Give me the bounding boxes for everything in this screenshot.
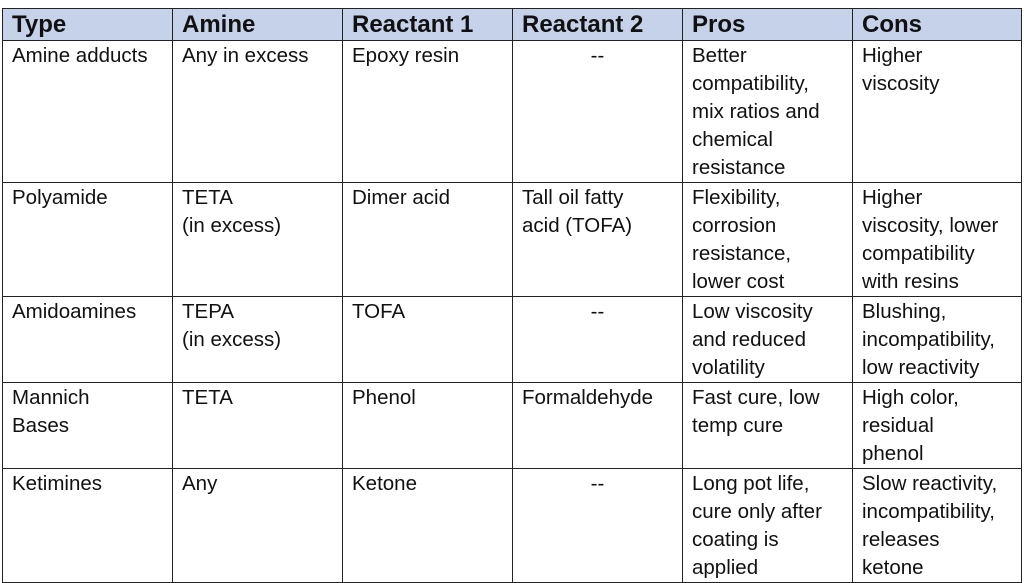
- cell-line: viscosity: [862, 72, 940, 95]
- cell-line: lower cost: [692, 270, 785, 293]
- cell-line: Epoxy resin: [352, 44, 460, 67]
- cell-cons: [853, 183, 1022, 297]
- cell-line: Bases: [12, 414, 69, 437]
- cell-amine: [173, 183, 343, 297]
- table-row: [3, 297, 1022, 383]
- cell-line: corrosion: [692, 214, 777, 237]
- cell-line: Blushing,: [862, 300, 947, 323]
- cell-line: residual: [862, 414, 934, 437]
- cell-line: Polyamide: [12, 186, 108, 209]
- cell-line: Higher: [862, 44, 923, 67]
- cell-line: acid (TOFA): [522, 214, 633, 237]
- cell-line: applied: [692, 556, 759, 579]
- cell-type: [3, 297, 173, 383]
- header-amine: Amine: [173, 9, 343, 41]
- cell-line: Better: [692, 44, 747, 67]
- cell-line: cure only after: [692, 500, 822, 523]
- cell-line: Higher: [862, 186, 923, 209]
- cell-amine: [173, 383, 343, 469]
- cell-line: (in excess): [182, 328, 282, 351]
- cell-line: phenol: [862, 442, 924, 465]
- cell-line: High color,: [862, 386, 959, 409]
- header-reactant-2: Reactant 2: [513, 9, 683, 41]
- cell-line: --: [590, 44, 605, 67]
- table-body: [3, 41, 1022, 583]
- cell-line: coating is: [692, 528, 779, 551]
- cell-line: TETA: [182, 186, 233, 209]
- cell-line: mix ratios and: [692, 100, 820, 123]
- cell-line: compatibility,: [692, 72, 809, 95]
- cell-line: resistance,: [692, 242, 792, 265]
- cell-type: [3, 183, 173, 297]
- cell-type: [3, 383, 173, 469]
- cell-line: Slow reactivity,: [862, 472, 998, 495]
- cell-amine: [173, 41, 343, 183]
- header-type: Type: [3, 9, 173, 41]
- header-cons: Cons: [853, 9, 1022, 41]
- cell-line: Formaldehyde: [522, 386, 654, 409]
- cell-pros: [683, 41, 853, 183]
- cell-line: --: [590, 472, 605, 495]
- cell-line: ketone: [862, 556, 924, 579]
- cell-cons: [853, 297, 1022, 383]
- cell-line: Any: [182, 472, 218, 495]
- cell-cons: [853, 383, 1022, 469]
- cell-line: Phenol: [352, 386, 416, 409]
- cell-cons: [853, 41, 1022, 183]
- table-row: [3, 469, 1022, 583]
- header-pros: Pros: [683, 9, 853, 41]
- cell-line: Ketimines: [12, 472, 103, 495]
- cell-reactant-1: [343, 469, 513, 583]
- table-row: [3, 183, 1022, 297]
- cell-line: TOFA: [352, 300, 406, 323]
- cell-line: Long pot life,: [692, 472, 810, 495]
- cell-line: Fast cure, low: [692, 386, 820, 409]
- cell-line: TETA: [182, 386, 233, 409]
- cell-line: Amine adducts: [12, 44, 148, 67]
- cell-line: TEPA: [182, 300, 235, 323]
- cell-reactant-1: [343, 297, 513, 383]
- cell-line: and reduced: [692, 328, 806, 351]
- cell-line: with resins: [862, 270, 959, 293]
- cell-line: Ketone: [352, 472, 417, 495]
- cell-reactant-2: [513, 41, 683, 183]
- cell-reactant-2: [513, 297, 683, 383]
- cell-amine: [173, 469, 343, 583]
- header-row: [3, 9, 1022, 41]
- cell-reactant-1: [343, 383, 513, 469]
- cell-line: Amidoamines: [12, 300, 137, 323]
- table-row: [3, 383, 1022, 469]
- cell-line: incompatibility,: [862, 328, 995, 351]
- cell-pros: [683, 183, 853, 297]
- cell-line: compatibility: [862, 242, 975, 265]
- cell-pros: [683, 383, 853, 469]
- cell-line: Flexibility,: [692, 186, 781, 209]
- cell-line: chemical: [692, 128, 773, 151]
- cell-type: [3, 41, 173, 183]
- header-reactant-1: Reactant 1: [343, 9, 513, 41]
- cell-line: Low viscosity: [692, 300, 813, 323]
- cell-reactant-2: [513, 183, 683, 297]
- cell-line: temp cure: [692, 414, 784, 437]
- cell-reactant-1: [343, 183, 513, 297]
- cell-type: [3, 469, 173, 583]
- cell-line: viscosity, lower: [862, 214, 999, 237]
- cell-line: (in excess): [182, 214, 282, 237]
- hardener-comparison-table: [2, 8, 1022, 583]
- cell-line: Tall oil fatty: [522, 186, 624, 209]
- table-row: [3, 41, 1022, 183]
- cell-cons: [853, 469, 1022, 583]
- cell-pros: [683, 297, 853, 383]
- cell-amine: [173, 297, 343, 383]
- cell-line: incompatibility,: [862, 500, 995, 523]
- cell-line: Any in excess: [182, 44, 309, 67]
- cell-line: volatility: [692, 356, 765, 379]
- cell-line: releases: [862, 528, 940, 551]
- cell-line: resistance: [692, 156, 786, 179]
- cell-pros: [683, 469, 853, 583]
- cell-reactant-2: [513, 383, 683, 469]
- cell-line: Mannich: [12, 386, 90, 409]
- cell-line: --: [590, 300, 605, 323]
- cell-line: Dimer acid: [352, 186, 450, 209]
- cell-reactant-2: [513, 469, 683, 583]
- cell-reactant-1: [343, 41, 513, 183]
- cell-line: low reactivity: [862, 356, 980, 379]
